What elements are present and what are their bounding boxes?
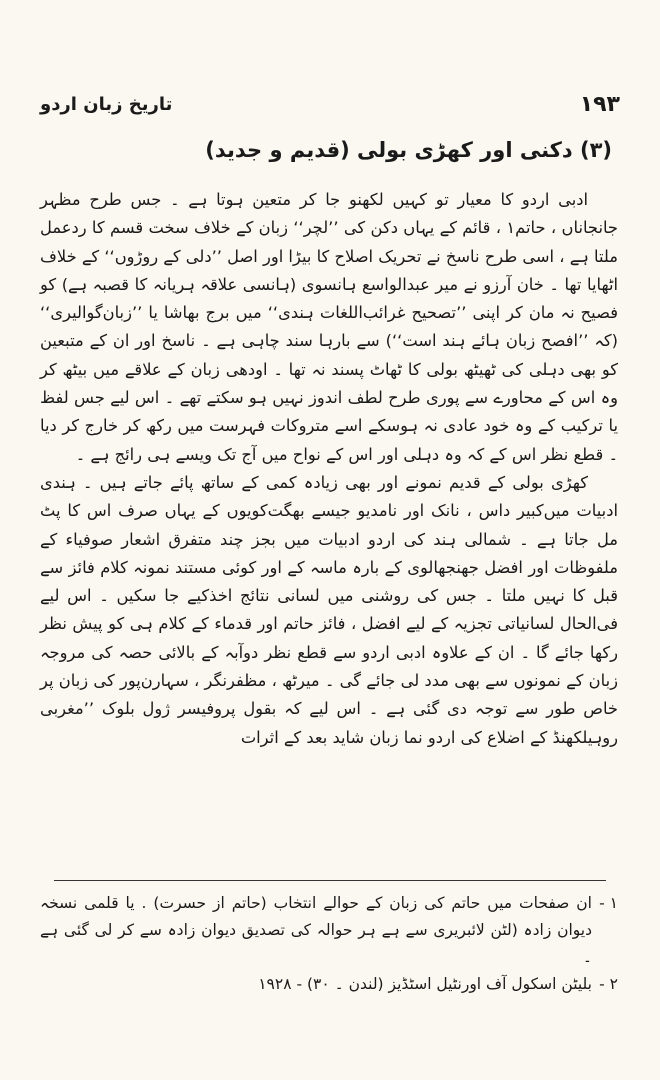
footnotes xyxy=(40,890,618,998)
footnote-number: ۱ - xyxy=(599,894,618,912)
footnote-number: ۲ - xyxy=(599,975,618,993)
body-text xyxy=(40,186,618,752)
footnote xyxy=(40,890,618,971)
footnote-text: ان صفحات میں حاتم کی زبان کے حوالے انتخاب (حاتم از حسرت) . یا قلمی نسخہ دیوان زادہ (لٹن لائبریری سے ہے ہر حوالہ کی تصدیق دیوان زادہ سے کر لی گئی ہے ۔ xyxy=(40,894,592,966)
section-heading: (۳) دکنی اور کھڑی بولی (قدیم و جدید) xyxy=(205,138,612,162)
paragraph: ادبی اردو کا معیار تو کہیں لکھنو جا کر متعین ہوتا ہے ۔ جس طرح مظہر جانجاناں ، حاتم۱ ، قائم کے یہاں دکن کی ’’لچر‘‘ زبان کے خلاف سخت قسم کا ردعمل ملتا ہے ، اسی طرح ناسخ نے تحریک اصلاح کا بیڑا اور اصل ’’دلی کے روڑوں‘‘ کے خلاف اٹھایا تھا ۔ خان آرزو نے میر عبدالواسع ہانسوی (ہانسی علاقہ ہریانہ کا قصبہ ہے) کو فصیح نہ مان کر اپنی ’’تصحیح غرائب‌اللغات ہندی‘‘ میں برج بھاشا یا ’’زبان‌گوالیری‘‘ (کہ ’’افصح زبان ہائے ہند است‘‘) سے بارہا سند چاہی ہے ۔ ناسخ اور ان کے متبعین کو بھی دہلی کی ٹھیٹھ بولی کا ٹھاٹ پسند نہ تھا ۔ اودھی زبان کے علاقے میں بیٹھ کر وہ اس کے محاورے سے پوری طرح لطف اندوز نہیں ہو سکتے تھے ۔ اس لیے جس لفظ یا ترکیب کے وہ خود عادی نہ ہوسکے اسے متروکات فہرست میں رکھ کر خارج کر دیا ۔ قطع نظر اس کے کہ وہ دہلی اور اس کے نواح میں آج تک ویسے ہی رائج ہے ۔ xyxy=(40,190,619,464)
footnote xyxy=(40,971,618,998)
running-title: تاریخ زبان اردو xyxy=(40,94,173,115)
footnote-divider xyxy=(54,880,606,881)
paragraph: کھڑی بولی کے قدیم نمونے اور بھی زیادہ کمی کے ساتھ پائے جاتے ہیں ۔ ہندی ادبیات میں‌کبیر داس ، نانک اور نامدیو جیسے بھگت‌کویوں کے یہاں صرف اس کا پٹ مل جاتا ہے ۔ شمالی ہند کی اردو ادبیات میں بجز چند متفرق اشعار صوفیاء کے ملفوظات اور افضل جھنجھالوی کے بارہ ماسہ کے اور کوئی مستند نمونہ کلام فائز سے قبل کا نہیں ملتا ۔ جس کی روشنی میں لسانی نتائج اخذکیے جا سکیں ۔ اس لیے فی‌الحال لسانیاتی تجزیہ کے لیے افضل ، فائز حاتم اور قدماء کے کلام ہی کو پیش نظر رکھا جائے گا ۔ ان کے علاوہ ادبی اردو سے قطع نظر دوآبہ کے بالائی حصہ کی مروجہ زبان کے نمونوں سے بھی مدد لی جائے گی ۔ میرٹھ ، مظفرنگر ، سہارن‌پور کی زبان پر خاص طور سے توجہ دی گئی ہے ۔ اس لیے کہ بقول پروفیسر ژول بلوک ’’مغربی روہیلکھنڈ کے اضلاع کی اردو نما زبان شاید بعد کے اثرات xyxy=(40,472,618,747)
page-number: ۱۹۳ xyxy=(579,92,620,117)
footnote-text: بلیٹن اسکول آف اورنٹیل اسٹڈیز (لندن ۔ ۳۰) - ۱۹۲۸ xyxy=(258,975,592,993)
